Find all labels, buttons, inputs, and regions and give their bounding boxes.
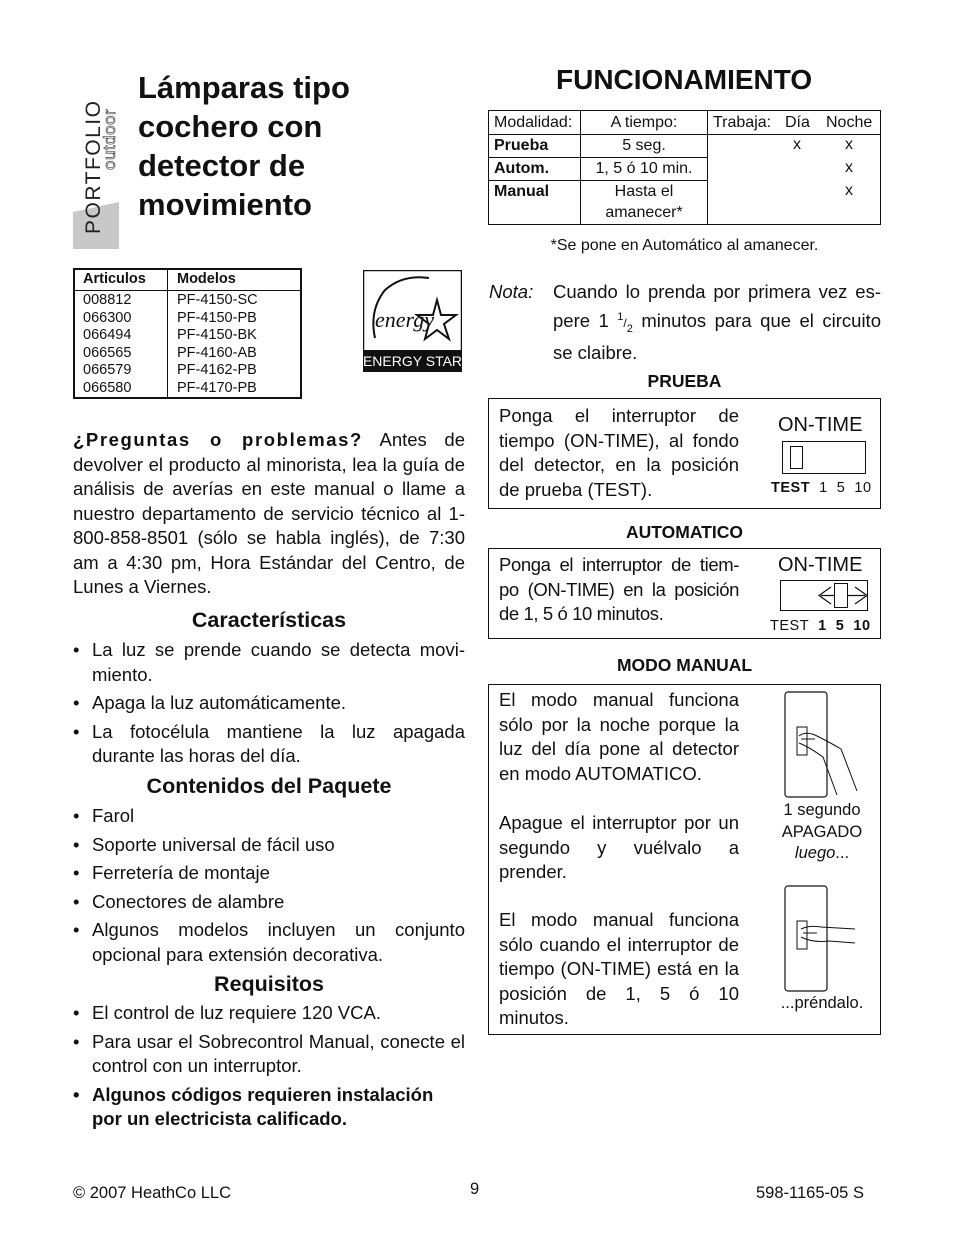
questions-paragraph: [73, 428, 465, 600]
list-item: • Algunos modelos incluyen un conjunto opcional para extensión decorativa.: [73, 918, 465, 967]
modelo-item: PF-4150-SC: [177, 292, 258, 308]
double-arrow-icon: [781, 581, 867, 610]
energy-star-icon: [363, 270, 462, 372]
caracteristicas-heading: Características: [191, 608, 347, 632]
articulo-item: 066580: [83, 379, 132, 396]
scale-test: TEST: [771, 480, 811, 496]
energy-script-text: energy: [375, 307, 435, 332]
articles-table: [73, 268, 302, 399]
scale-5: 5: [836, 480, 846, 496]
row-mode: Autom.: [494, 160, 550, 177]
automatico-box: [488, 548, 881, 639]
page-title: [138, 68, 458, 224]
manual-p2: Apague el interruptor por un segundo y vuélvalo a prender.: [499, 812, 739, 882]
energy-star-label: ENERGY STAR: [363, 353, 462, 369]
articles-table-header: [75, 270, 300, 291]
contenidos-heading: Contenidos del Paquete: [146, 774, 392, 798]
articulo-item: 008812: [83, 292, 132, 308]
articulo-item: 066579: [83, 362, 132, 378]
row-time: Hasta el: [614, 183, 674, 200]
list-item: • Soporte universal de fácil uso: [73, 833, 465, 858]
title-line-4: movimiento: [138, 187, 312, 222]
articulos-header: Articulos: [83, 271, 146, 287]
h-modalidad: Modalidad:: [494, 114, 573, 131]
manual-p1: El modo manual funciona sólo por la noche porque la luz del día pone al detector en modo AUTOMATICO.: [499, 689, 739, 784]
h-dia: Día: [785, 114, 810, 131]
row-dia: x: [793, 136, 801, 153]
portfolio-logo: [73, 74, 119, 249]
requisitos-list: [73, 1001, 465, 1136]
prueba-switch-label: ON-TIME: [778, 414, 863, 436]
prueba-switch-knob: [790, 446, 803, 469]
modelo-item: PF-4160-AB: [177, 344, 257, 361]
questions-lead: ¿Preguntas o problemas?: [73, 429, 363, 450]
manual-heading: MODO MANUAL: [616, 655, 753, 675]
funcionamiento-heading: FUNCIONAMIENTO: [556, 64, 813, 95]
manual-caption-1: [759, 800, 885, 865]
caracteristicas-list: [73, 638, 465, 773]
scale-10: 10: [853, 618, 871, 634]
modelos-list: [177, 292, 258, 397]
articulo-item: 066494: [83, 327, 132, 343]
list-item: • El control de luz requiere 120 VCA.: [73, 1001, 465, 1026]
prueba-text: Ponga el interruptor de tiempo (ON-TIME), al fondo del detector, en la posición de prueba (TEST).: [499, 405, 739, 500]
prueba-box: [488, 398, 881, 509]
list-item: • Farol: [73, 804, 465, 829]
footer-copyright: © 2007 HeathCo LLC: [73, 1184, 232, 1202]
modelo-item: PF-4162-PB: [177, 362, 257, 378]
nota-text-a: Cuando lo prenda por primera vez es-pere 1: [553, 281, 881, 331]
footer-code: 598-1165-05 S: [756, 1184, 864, 1202]
scale-test: TEST: [770, 618, 810, 634]
table-footnote: *Se pone en Automático al amanecer.: [550, 237, 819, 254]
automatico-text: Ponga el interruptor de tiem-po (ON-TIME) en la posición de 1, 5 ó 10 minutos.: [499, 554, 739, 624]
title-line-1: Lámparas tipo: [138, 70, 350, 105]
logo-outdoor-text: outdoor: [100, 108, 119, 170]
row-mode: Manual: [494, 183, 550, 200]
nota-sub: 2: [626, 322, 633, 335]
questions-body: Antes de devolver el producto al minorista, lea la guía de análisis de averías en este manual o llame a nuestro departamento de servicio técnico al 1-800-858-8501 (sólo se habla inglés), de 7:30 am a 4:30 pm, Hora Estándar del Centro, de Lunes a Viernes.: [73, 429, 465, 597]
caption-1-line-d: ...: [835, 844, 850, 862]
mode-table: [488, 110, 881, 225]
modelos-header: Modelos: [177, 271, 236, 287]
row-noche: x: [845, 182, 853, 199]
energy-star-logo: [363, 270, 462, 372]
manual-caption-2: ...préndalo.: [780, 994, 864, 1012]
page-number: 9: [470, 1180, 480, 1198]
automatico-heading: AUTOMATICO: [626, 522, 743, 542]
caption-1-line-b: APAGADO: [781, 822, 863, 841]
automatico-switch-knob: [834, 583, 848, 608]
mode-table-header: [489, 111, 880, 135]
nota-sup: 1: [617, 310, 624, 323]
contenidos-list: [73, 804, 465, 971]
articulo-item: 066300: [83, 309, 132, 326]
list-item: • Para usar el Sobrecontrol Manual, conecte el control con un interruptor.: [73, 1030, 465, 1079]
requisitos-heading: Requisitos: [214, 972, 324, 996]
row-noche: x: [845, 159, 853, 176]
prueba-scale: [771, 480, 872, 496]
modelo-item: PF-4150-BK: [177, 327, 257, 343]
row-time: 1, 5 ó 10 min.: [595, 160, 693, 177]
portfolio-logo-graphic: [73, 74, 119, 249]
row-time-2: amanecer*: [605, 204, 683, 221]
list-item: • Ferretería de montaje: [73, 861, 465, 886]
table-row: [489, 181, 880, 225]
prueba-heading: PRUEBA: [647, 371, 722, 391]
nota-label: Nota:: [489, 281, 534, 302]
articulos-list: [83, 292, 131, 397]
nota-text: Cuando lo prenda por primera vez es-pere 1 $^1/_2$ minutos para que el circuito se claibre.: [553, 281, 881, 363]
h-noche: Noche: [826, 114, 873, 131]
wall-switch-off-icon: [779, 691, 869, 801]
manual-box: [488, 684, 881, 1035]
automatico-switch: [780, 580, 868, 611]
articulo-item: 066565: [83, 344, 132, 361]
nota-text-b: minutos para que el circuito se claibre.: [553, 309, 881, 363]
title-line-3: detector de: [138, 148, 306, 183]
automatico-switch-label: ON-TIME: [778, 554, 863, 576]
logo-portfolio-text: PORTFOLIO: [82, 99, 105, 234]
scale-5: 5: [835, 618, 845, 634]
list-item: • La luz se prende cuando se detecta movi-miento.: [73, 638, 465, 687]
row-time: 5 seg.: [622, 137, 666, 154]
caption-1-line-a: 1 segundo: [783, 801, 861, 819]
prueba-switch: [782, 441, 866, 474]
modelo-item: PF-4170-PB: [177, 379, 257, 396]
list-item: • Apaga la luz automáticamente.: [73, 691, 465, 716]
h-trabaja: Trabaja:: [713, 114, 772, 131]
list-item: • La fotocélula mantiene la luz apagada durante las horas del día.: [73, 720, 465, 769]
modelo-item: PF-4150-PB: [177, 309, 257, 326]
scale-1: 1: [818, 618, 827, 634]
automatico-scale: [770, 618, 871, 634]
table-row: [489, 158, 880, 181]
scale-1: 1: [819, 480, 828, 496]
caption-1-line-c: luego: [794, 844, 836, 862]
manual-p3: El modo manual funciona sólo cuando el interruptor de tiempo (ON-TIME) está en la posición de 1, 5 ó 10 minutos.: [499, 909, 739, 1028]
list-item: • Conectores de alambre: [73, 890, 465, 915]
row-noche: x: [845, 136, 853, 153]
list-item-bold: • Algunos códigos requieren instalación por un electricista calificado.: [73, 1083, 465, 1132]
h-tiempo: A tiempo:: [610, 114, 678, 131]
wall-switch-on-icon: [779, 885, 869, 995]
title-line-2: cochero con: [138, 109, 323, 144]
table-row: [489, 135, 880, 157]
scale-10: 10: [854, 480, 872, 496]
row-mode: Prueba: [494, 137, 549, 154]
